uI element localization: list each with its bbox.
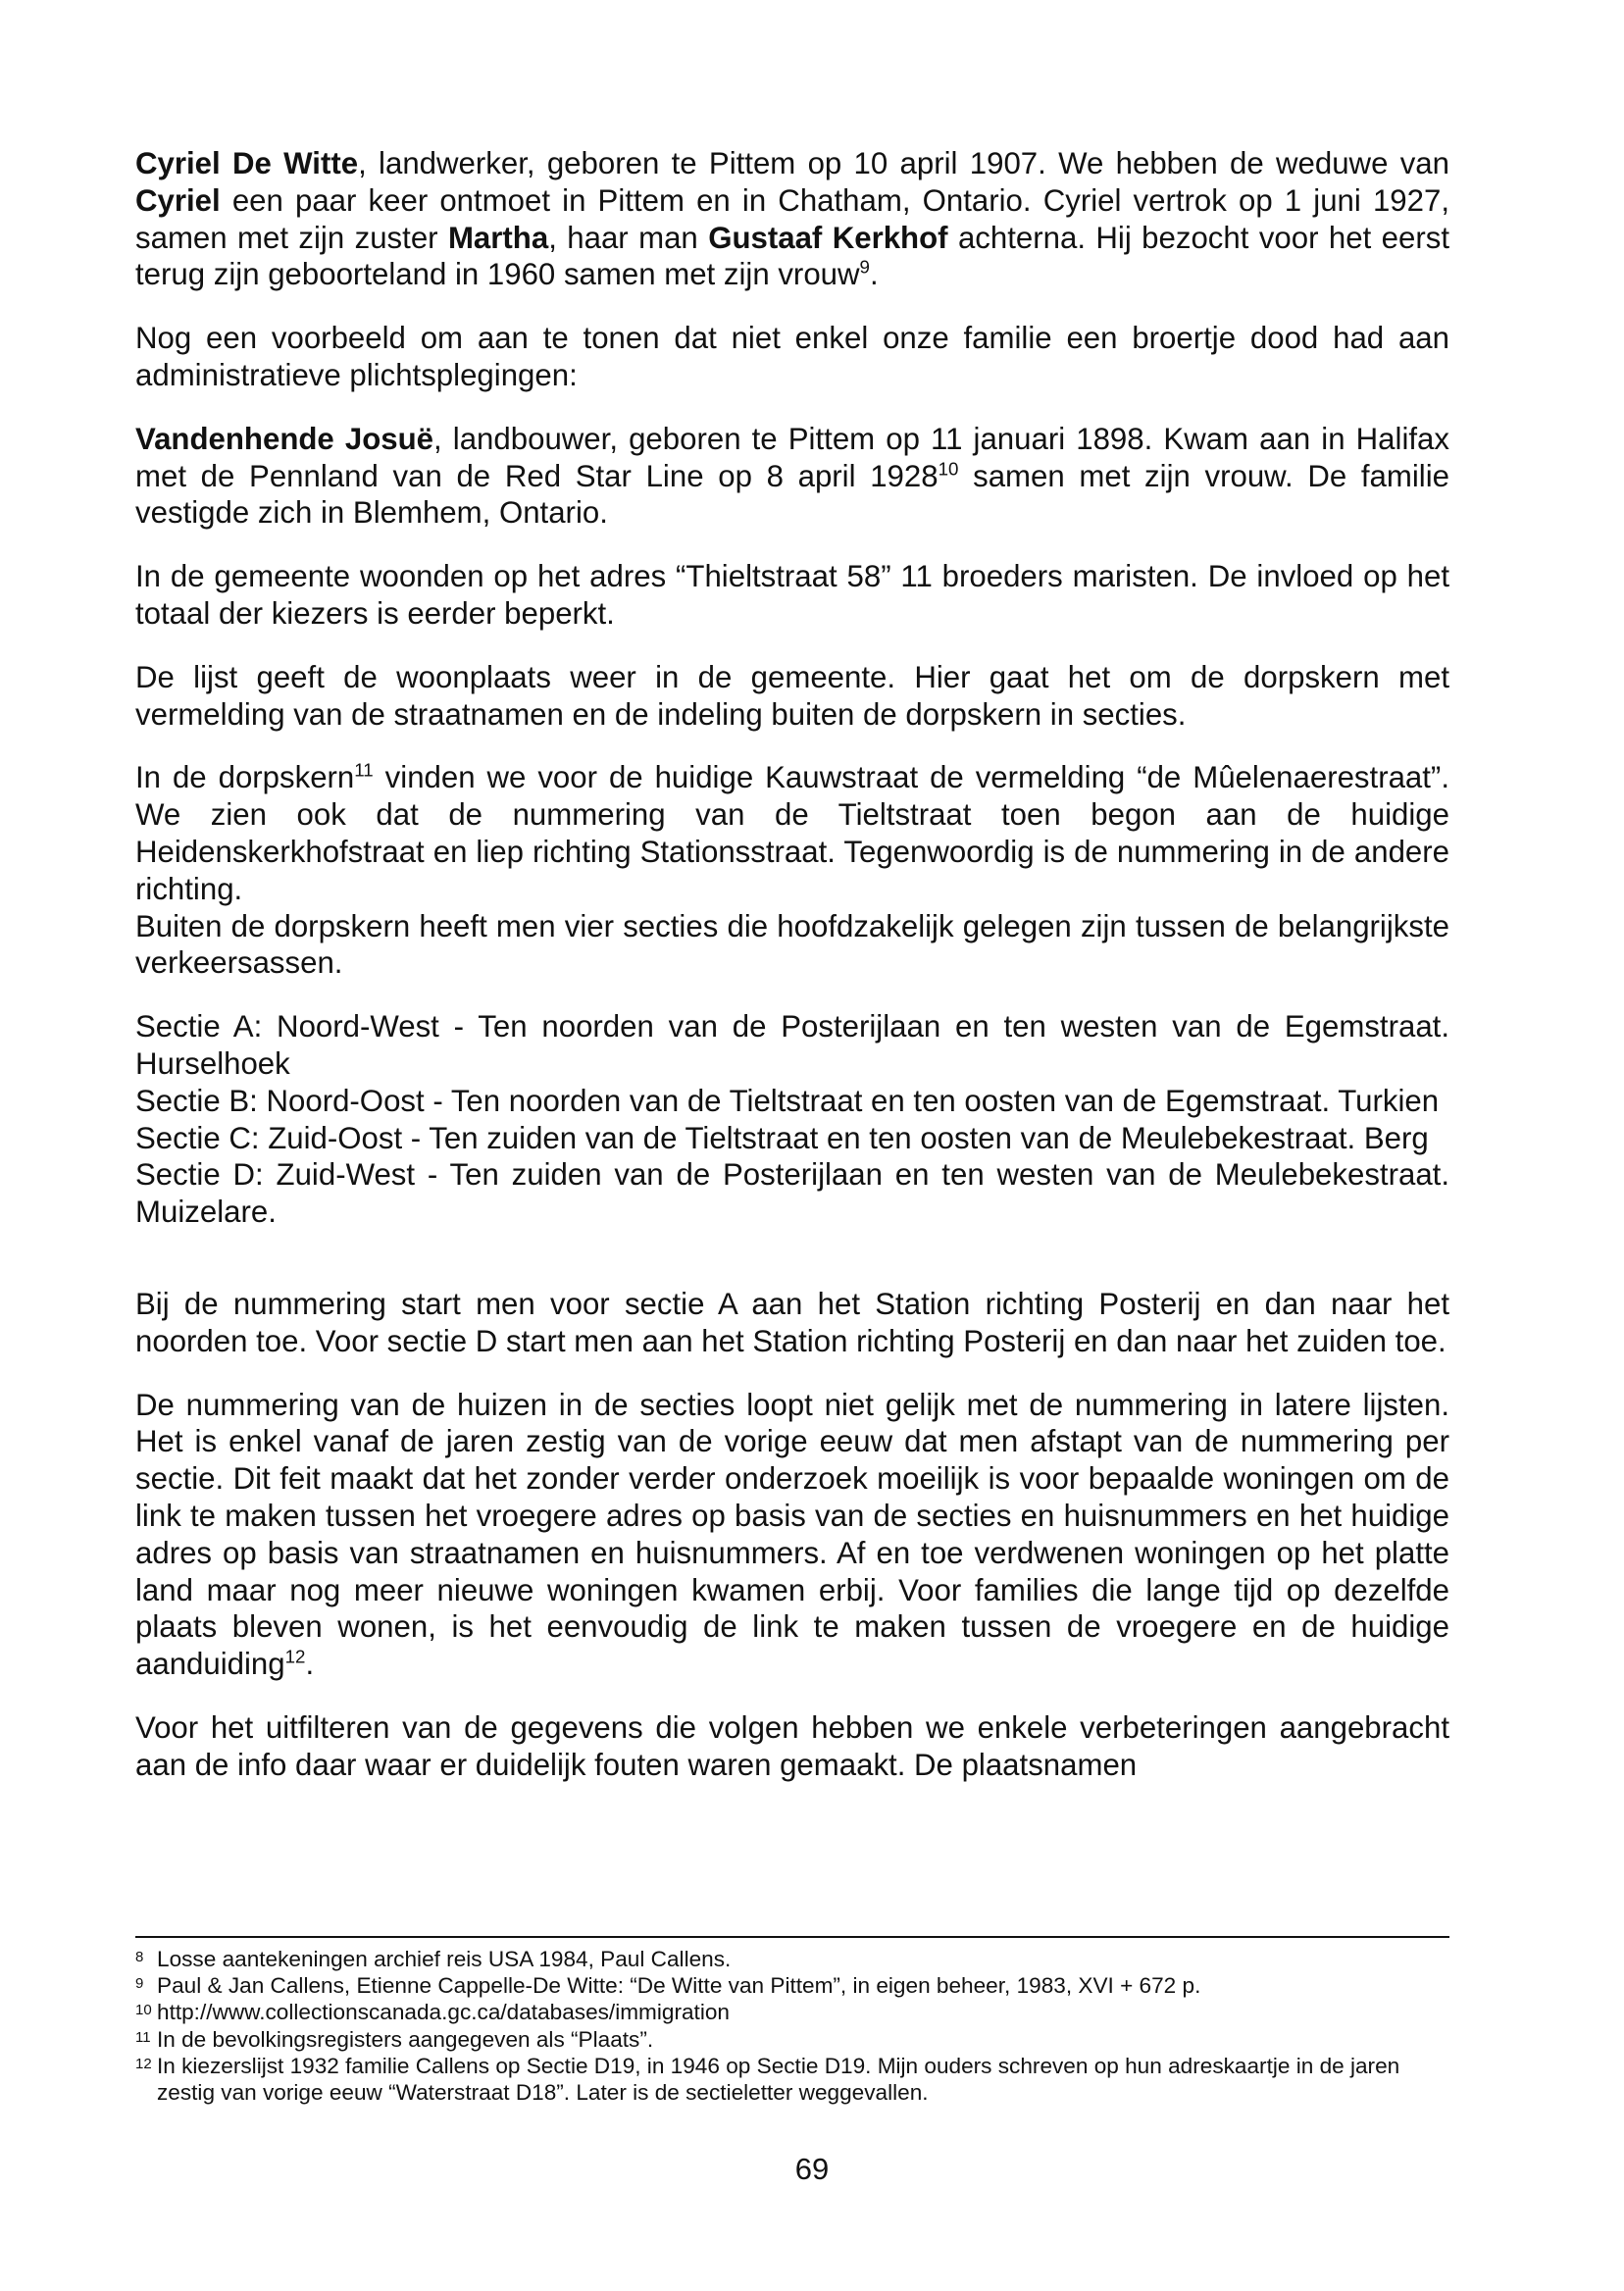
person-name: Vandenhende Josuë	[135, 421, 434, 456]
person-name: Gustaaf Kerkhof	[708, 220, 948, 255]
paragraph-cyriel-de-witte: Cyriel De Witte, landwerker, geboren te Pittem op 10 april 1907. We hebben de weduwe van Cyriel een paar keer ontmoet in Pittem en in Chatham, Ontario. Cyriel vertrok op 1 juni 1927, samen met zijn zuster Martha, haar man Gustaaf Kerkhof achterna. Hij bezocht voor het eerst terug zijn geboorteland in 1960 samen met zijn vrouw$^9$.	[135, 146, 1449, 292]
footnote-text: In de bevolkingsregisters aangegeven als “Plaats”.	[157, 2026, 654, 2052]
section-a: Sectie A: Noord-West - Ten noorden van de Posterijlaan en ten westen van de Egemstraat. Hurselhoek	[135, 1009, 1449, 1081]
footnote-number: 8	[135, 1949, 144, 1965]
footnote-ref: 10	[938, 458, 959, 480]
paragraph-another-example: Nog een voorbeeld om aan te tonen dat niet enkel onze familie een broertje dood had aan administratieve plichtsplegingen:	[135, 321, 1449, 392]
footnote-number: 12	[135, 2055, 152, 2072]
page-number: 69	[794, 2152, 830, 2186]
footnote-11	[135, 2026, 1449, 2053]
footnote-9	[135, 1972, 1449, 1999]
paragraph-dorpskern: In de dorpskern$^{11}$ vinden we voor de huidige Kauwstraat de vermelding “de Mûelenaerestraat”. We zien ook dat de nummering van de Tieltstraat toen begon aan de huidige Heidenskerkhofstraat en liep richting Stationsstraat. Tegenwoordig is de nummering in de andere richting.	[135, 759, 1449, 906]
paragraph-nummering-start: Bij de nummering start men voor sectie A aan het Station richting Posterij en dan naar het noorden toe. Voor sectie D start men aan het Station richting Posterij en dan naar het zuiden toe.	[135, 1286, 1449, 1358]
paragraph-nummering-huizen: De nummering van de huizen in de secties loopt niet gelijk met de nummering in latere lijsten. Het is enkel vanaf de jaren zestig van de vorige eeuw dat men afstapt van de nummering per sectie. Dit feit maakt dat het zonder verder onderzoek moeilijk is voor bepaalde woningen om de link te maken tussen het vroegere adres op basis van de secties en huisnummers en het huidige adres op basis van straatnamen en huisnummers. Af en toe verdwenen woningen op het platte land maar nog meer nieuwe woningen kwamen erbij. Voor families die lange tijd op dezelfde plaats bleven wonen, is het eenvoudig de link te maken tussen de vroegere en de huidige aanduiding$^{12}$.	[135, 1387, 1449, 1682]
paragraph-broeders-maristen: In de gemeente woonden op het adres “Thieltstraat 58” 11 broeders maristen. De invloed op het totaal der kiezers is eerder beperkt.	[135, 559, 1449, 631]
footnote-text: Paul & Jan Callens, Etienne Cappelle-De Witte: “De Witte van Pittem”, in eigen beheer, 1983, XVI + 672 p.	[157, 1973, 1201, 1999]
footnote-number: 11	[135, 2028, 151, 2046]
section-c: Sectie C: Zuid-Oost - Ten zuiden van de Tieltstraat en ten oosten van de Meulebekestraat. Berg	[135, 1120, 1429, 1155]
paragraph-vandenhende-josue: Vandenhende Josuë, landbouwer, geboren te Pittem op 11 januari 1898. Kwam aan in Halifax met de Pennland van de Red Star Line op 8 april 1928$^{10}$ samen met zijn vrouw. De familie vestigde zich in Blemhem, Ontario.	[135, 421, 1449, 531]
footnote-10	[135, 1999, 1449, 2025]
person-name: Cyriel De Witte	[135, 146, 359, 180]
footnote-8	[135, 1946, 1449, 1972]
footnote-text: In kiezerslijst 1932 familie Callens op Sectie D19, in 1946 op Sectie D19. Mijn ouders schreven op hun adreskaartje in de jaren zestig van vorige eeuw “Waterstraat D18”. Later is de sectieletter weggevallen.	[157, 2053, 1400, 2106]
footnote-text: Losse aantekeningen archief reis USA 1984, Paul Callens.	[157, 1947, 732, 1971]
footnotes	[135, 1946, 1449, 2106]
footnote-number: 10	[135, 2002, 152, 2019]
footnote-12	[135, 2053, 1449, 2106]
section-b: Sectie B: Noord-Oost - Ten noorden van de Tieltstraat en ten oosten van de Egemstraat. Turkien	[135, 1083, 1440, 1118]
paragraph-woonplaats: De lijst geeft de woonplaats weer in de gemeente. Hier gaat het om de dorpskern met vermelding van de straatnamen en de indeling buiten de dorpskern in secties.	[135, 659, 1449, 732]
section-d: Sectie D: Zuid-West - Ten zuiden van de Posterijlaan en ten westen van de Meulebekestraat. Muizelare.	[135, 1157, 1449, 1230]
footnote-ref: 9	[859, 257, 870, 278]
person-name: Cyriel	[135, 182, 221, 218]
footnote-text: http://www.collectionscanada.gc.ca/databases/immigration	[157, 2000, 730, 2025]
paragraph-vier-secties: Buiten de dorpskern heeft men vier secties die hoofdzakelijk gelegen zijn tussen de belangrijkste verkeersassen.	[135, 908, 1449, 981]
footnote-divider	[135, 1936, 1449, 1938]
footnote-ref: 12	[284, 1646, 306, 1667]
person-name: Martha	[447, 220, 549, 255]
paragraph-uitfilteren: Voor het uitfilteren van de gegevens die volgen hebben we enkele verbeteringen aangebracht aan de info daar waar er duidelijk fouten waren gemaakt. De plaatsnamen	[135, 1709, 1449, 1782]
body-text	[135, 145, 1449, 1809]
footnote-number: 9	[135, 1975, 144, 1993]
footnote-ref: 11	[354, 759, 374, 781]
